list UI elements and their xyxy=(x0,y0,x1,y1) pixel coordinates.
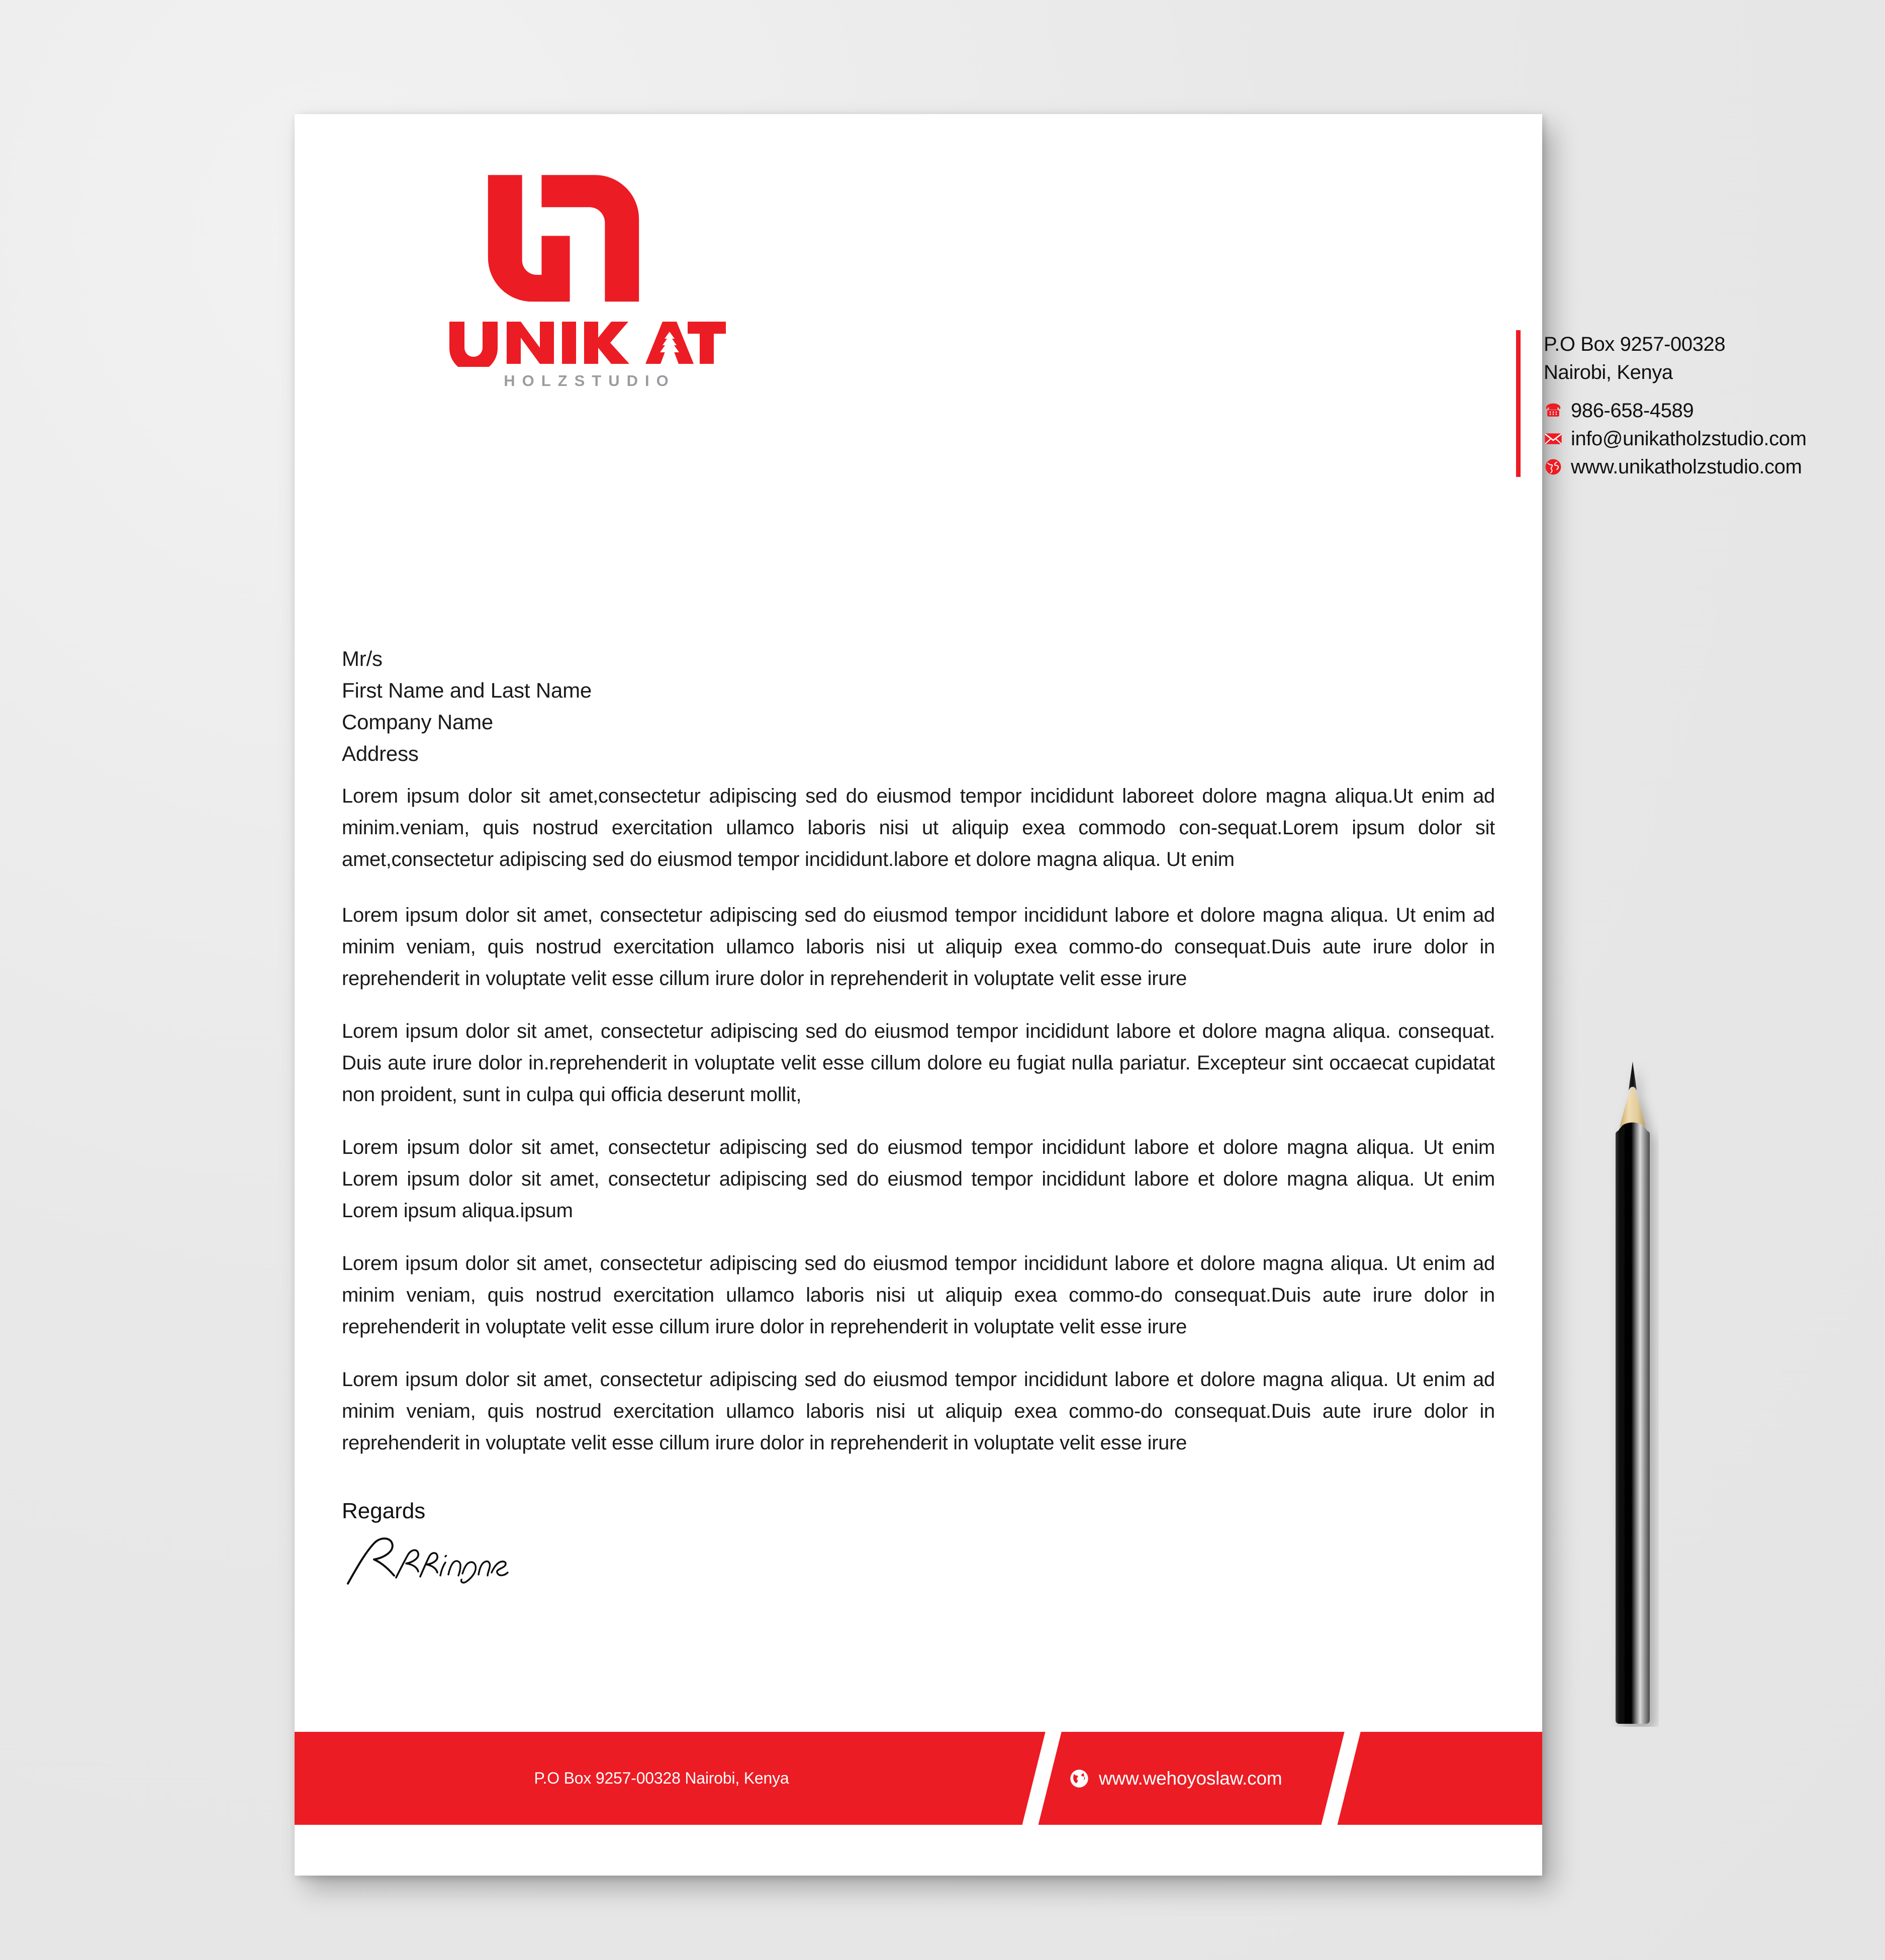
letter-paragraphs xyxy=(342,780,1495,1459)
footer-address: P.O Box 9257-00328 Nairobi, Kenya xyxy=(534,1769,789,1787)
footer-address-area xyxy=(295,1732,1028,1825)
unikat-monogram-icon xyxy=(486,164,641,303)
globe-icon xyxy=(1069,1768,1090,1789)
contact-website-row[interactable] xyxy=(1544,453,1807,481)
letter-paragraph: Lorem ipsum dolor sit amet, consectetur adipiscing sed do eiusmod tempor incididunt labore et dolore magna aliqua. consequat. Duis aute irure dolor in.reprehenderit in voluptate velit esse cillum dolore eu fugiat nulla pariatur. Excepteur sint occaecat cupidatat non proident, sunt in culpa qui officia deserunt mollit, xyxy=(342,1020,1495,1106)
letter-paragraph: Lorem ipsum dolor sit amet, consectetur adipiscing sed do eiusmod tempor incididunt labore et dolore magna aliqua. Ut enim ad minim veniam, quis nostrud exercitation ullamco laboris nisi ut aliquip exea commo-do consequat.Duis aute irure dolor in reprehenderit in voluptate velit esse cillum irure dolor in reprehenderit in voluptate velit esse irure xyxy=(342,1252,1495,1338)
contact-city: Nairobi, Kenya xyxy=(1544,361,1673,383)
recipient-name: First Name and Last Name xyxy=(342,678,592,702)
black-pencil-prop xyxy=(1607,1054,1659,1727)
signoff-label: Regards xyxy=(342,1499,426,1523)
footer-website-area[interactable] xyxy=(1069,1732,1282,1825)
footer-diagonal-divider xyxy=(1317,1732,1364,1825)
envelope-icon xyxy=(1544,429,1563,448)
contact-spacer xyxy=(1544,386,1807,397)
letter-body xyxy=(295,536,1542,1590)
signature-mark xyxy=(342,1534,513,1590)
globe-icon xyxy=(1544,457,1563,476)
telephone-icon xyxy=(1544,401,1563,420)
letterhead-footer xyxy=(295,1732,1542,1825)
contact-email-text: info@unikatholzstudio.com xyxy=(1571,428,1807,450)
letterhead-header xyxy=(295,114,1807,536)
contact-phone-row[interactable] xyxy=(1544,397,1807,425)
contact-phone-text: 986-658-4589 xyxy=(1571,400,1694,422)
letterhead-page xyxy=(295,114,1807,1876)
recipient-salutation: Mr/s xyxy=(342,647,383,670)
contact-website-text: www.unikatholzstudio.com xyxy=(1571,456,1802,478)
letter-paragraph: Lorem ipsum dolor sit amet, consectetur adipiscing sed do eiusmod tempor incididunt labore et dolore magna aliqua. Ut enim Lorem ipsum dolor sit amet, consectetur adipiscing sed do eiusmod tempor incididunt labore et dolore magna aliqua. Ut enim Lorem ipsum aliqua.ipsum xyxy=(342,1136,1495,1222)
recipient-address: Address xyxy=(342,742,419,765)
contact-email-row[interactable] xyxy=(1544,425,1807,453)
contact-po-box: P.O Box 9257-00328 xyxy=(1544,333,1726,355)
brand-lockup xyxy=(445,164,797,390)
brand-tagline: HOLZSTUDIO xyxy=(504,372,676,389)
footer-website: www.wehoyoslaw.com xyxy=(1099,1768,1282,1789)
letter-paragraph: Lorem ipsum dolor sit amet, consectetur adipiscing sed do eiusmod tempor incididunt labore et dolore magna aliqua. Ut enim ad minim veniam, quis nostrud exercitation ullamco laboris nisi ut aliquip exea commo-do consequat.Duis aute irure dolor in reprehenderit in voluptate velit esse cillum irure dolor in reprehenderit in voluptate velit esse irure xyxy=(342,1368,1495,1454)
recipient-address-block xyxy=(342,643,1542,769)
letter-paragraph: Lorem ipsum dolor sit amet, consectetur adipiscing sed do eiusmod tempor incididunt labore et dolore magna aliqua. Ut enim ad minim veniam, quis nostrud exercitation ullamco laboris nisi ut aliquip exea commo-do consequat.Duis aute irure dolor in reprehenderit in voluptate velit esse cillum irure dolor in reprehenderit in voluptate velit esse irure xyxy=(342,904,1495,990)
header-contact-block xyxy=(1516,330,1807,477)
letter-paragraph: Lorem ipsum dolor sit amet,consectetur adipiscing sed do eiusmod tempor incididunt laboreet dolore magna aliqua.Ut enim ad minim.veniam, quis nostrud exercitation ullamco laboris nisi ut aliquip exea commodo con-sequat.Lorem ipsum dolor sit amet,consectetur adipiscing sed do eiusmod tempor incididunt.labore et dolore magna aliqua. Ut enim xyxy=(342,785,1495,870)
unikat-wordmark xyxy=(445,319,727,367)
letter-signoff xyxy=(342,1497,1542,1590)
recipient-company: Company Name xyxy=(342,710,494,734)
